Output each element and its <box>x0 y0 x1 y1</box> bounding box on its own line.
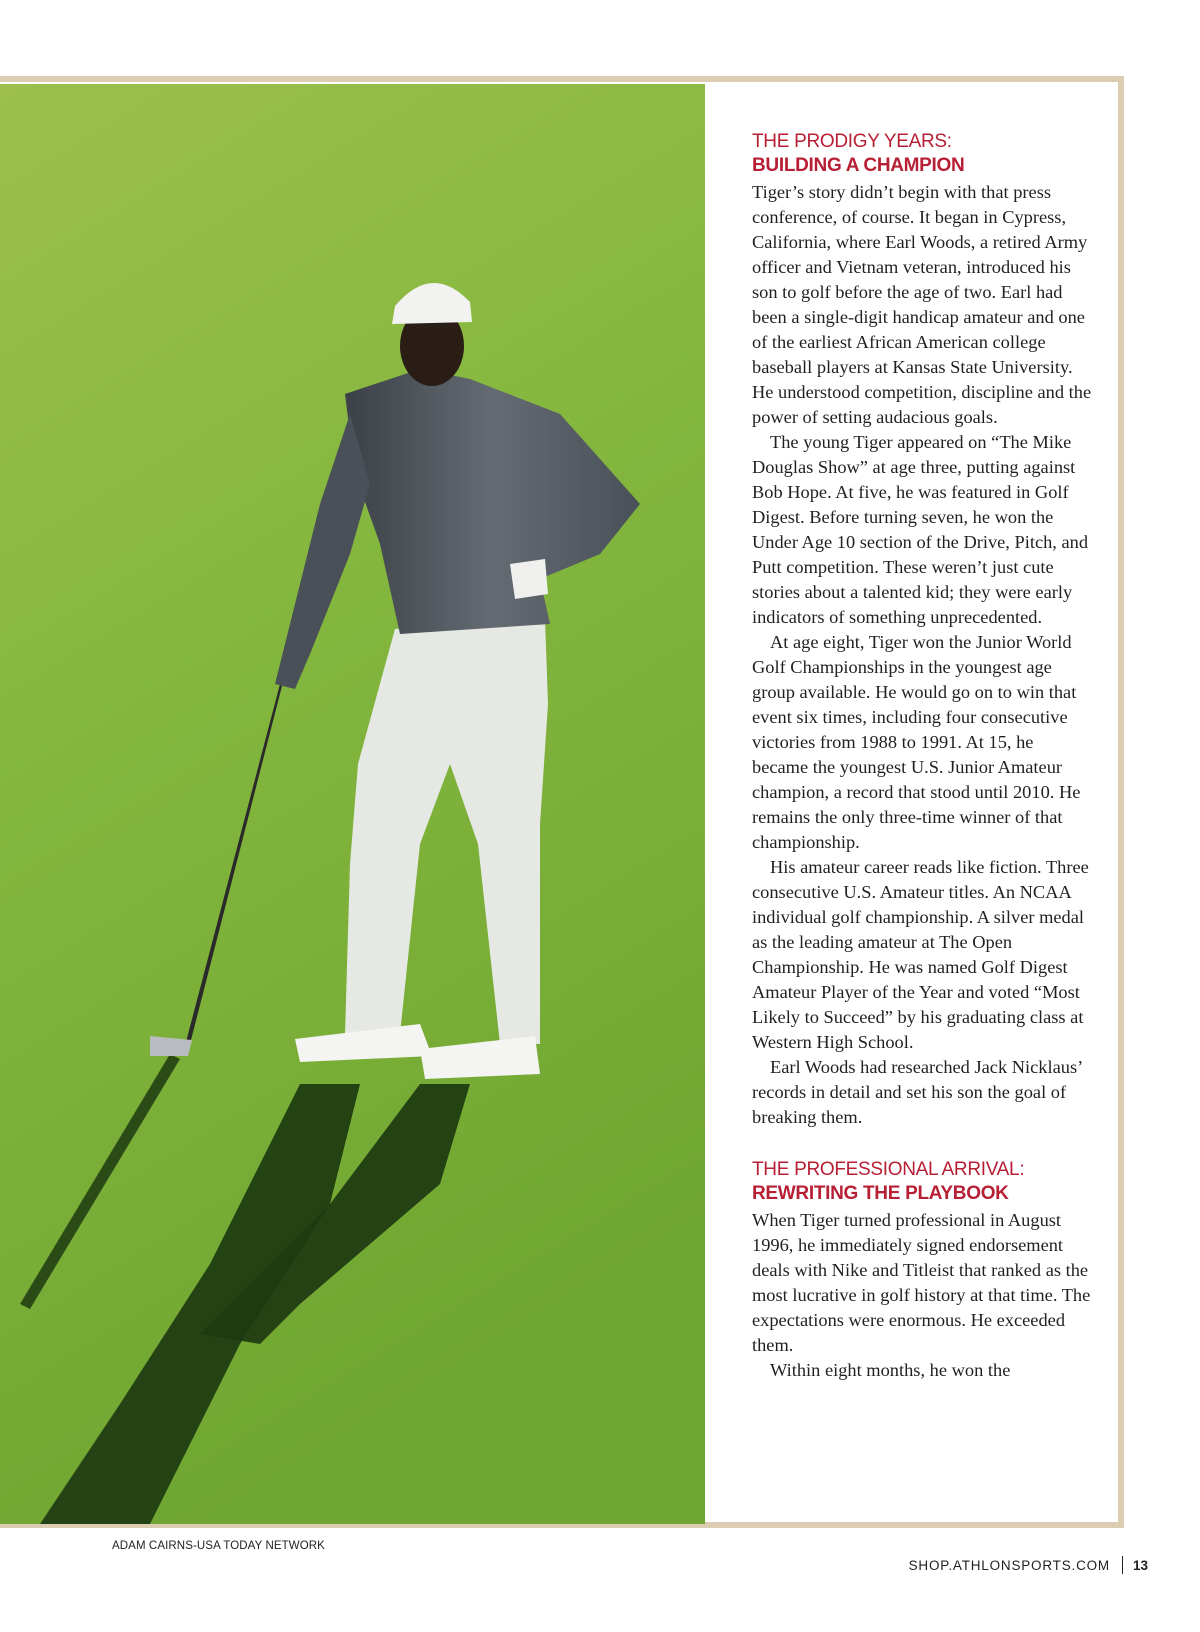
page-number: 13 <box>1132 1557 1148 1573</box>
photo-credit: ADAM CAIRNS-USA TODAY NETWORK <box>112 1540 325 1552</box>
paragraph: The young Tiger appeared on “The Mike Douglas Show” at age three, putting against Bob Hope. At five, he was featured in Golf Digest. Before turning seven, he won the Under Age 10 section of the Drive, Pitch, and Putt competition. These weren’t just cute stories about a talented kid; they were early indicators of something unprecedented. <box>752 432 1089 627</box>
section-kicker: THE PRODIGY YEARS: <box>752 131 952 152</box>
paragraph: Earl Woods had researched Jack Nicklaus’ records in detail and set his son the goal of breaking them. <box>752 1057 1082 1127</box>
section-headline: REWRITING THE PLAYBOOK <box>752 1183 1009 1204</box>
article-text-column <box>752 130 1092 1383</box>
page-footer <box>909 1556 1148 1574</box>
paragraph: At age eight, Tiger won the Junior World Golf Championships in the youngest age group available. He would go on to win that event six times, including four consecutive victories from 1988 to 1991. At 15, he became the youngest U.S. Junior Amateur champion, a record that stood until 2010. He remains the only three-time winner of that championship. <box>752 632 1081 852</box>
footer-site-link[interactable]: SHOP.ATHLONSPORTS.COM <box>908 1557 1110 1573</box>
article-body <box>752 1208 1092 1383</box>
grass-background <box>0 84 705 1524</box>
golfer-glove <box>510 559 548 599</box>
paragraph: His amateur career reads like fiction. Three consecutive U.S. Amateur titles. An NCAA individual golf championship. A silver medal as the leading amateur at The Open Championship. He was named Golf Digest Amateur Player of the Year and voted “Most Likely to Succeed” by his graduating class at Western High School. <box>752 857 1089 1052</box>
section-headline: BUILDING A CHAMPION <box>752 155 965 176</box>
article-body <box>752 180 1092 1130</box>
article-photo <box>0 84 705 1524</box>
paragraph: Tiger’s story didn’t begin with that press conference, of course. It began in Cypress, California, where Earl Woods, a retired Army officer and Vietnam veteran, introduced his son to golf before the age of two. Earl had been a single-digit handicap amateur and one of the earliest African American college baseball players at Kansas State University. He understood competition, discipline and the power of setting audacious goals. <box>752 182 1092 427</box>
paragraph: When Tiger turned professional in August 1996, he immediately signed endorsement deals with Nike and Titleist that ranked as the most lucrative in golf history at that time. The expectations were enormous. He exceeded them. <box>752 1210 1091 1355</box>
footer-divider <box>1122 1556 1123 1574</box>
section-kicker: THE PROFESSIONAL ARRIVAL: <box>752 1159 1025 1180</box>
paragraph: Within eight months, he won the <box>770 1360 1011 1380</box>
section-spacer <box>752 1130 1092 1158</box>
